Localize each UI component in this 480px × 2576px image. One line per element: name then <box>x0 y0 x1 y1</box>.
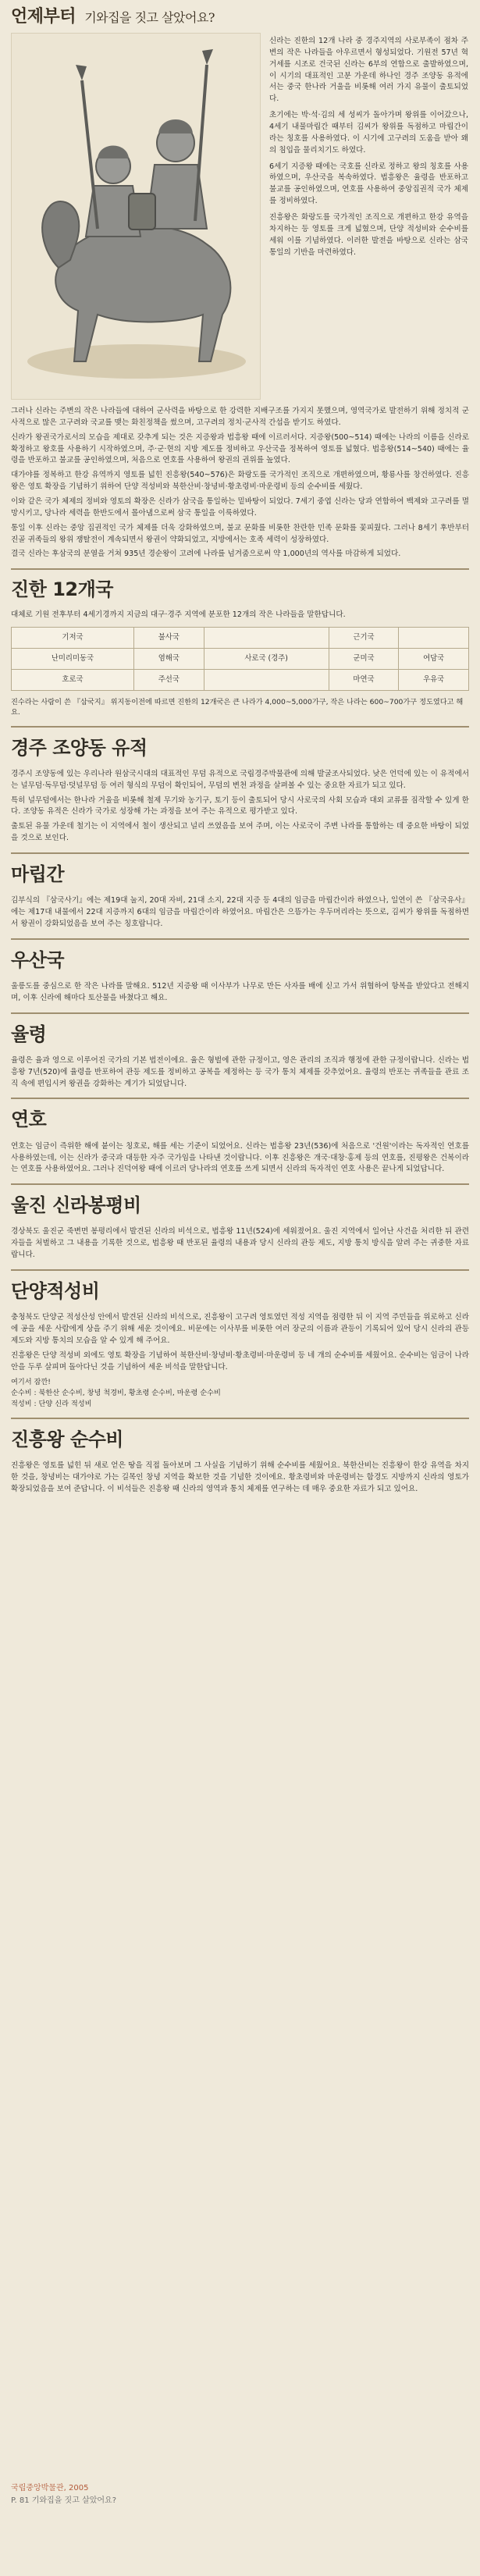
silla-warriors-illustration-icon <box>12 34 260 399</box>
section-heading: 우산국 <box>11 948 65 971</box>
section-heading: 연호 <box>11 1108 47 1131</box>
sources-label: 여기서 잠깐! <box>11 1377 51 1386</box>
sources-box <box>11 1377 469 1411</box>
hero-paragraph: 진흥왕은 화랑도를 국가적인 조직으로 개편하고 한강 유역을 차지하는 등 영토를 크게 넓혔으며, 단양 적성비와 순수비를 세워 이를 기념하였다. 이러한 발전을 바탕으로 신라는 삼국 통일의 기반을 마련하였다. <box>269 213 468 257</box>
section-paragraph: 진흥왕은 단양 적성비 외에도 영토 확장을 기념하여 북한산비·창녕비·황초령비·마운령비 등 네 개의 순수비를 세웠어요. 순수비는 임금이 나라 안을 두루 살피며 돌아다닌 것을 기념하여 세운 비석을 말한답니다. <box>11 1350 469 1372</box>
maripgan-section <box>0 860 480 930</box>
table-cell: 난미리미동국 <box>12 649 134 670</box>
section-paragraph: 경주시 조양동에 있는 우리나라 원삼국시대의 대표적인 무덤 유적으로 국립경주박물관에 의해 발굴조사되었다. 낮은 언덕에 있는 이 유적에서는 널무덤·독무덤·덧널무덤 등 여러 형식의 무덤이 확인되어, 무덤의 변천 과정을 살펴볼 수 있는 중요한 자료가 되고 있다. <box>11 769 469 790</box>
table-cell: 주선국 <box>133 670 204 691</box>
footer <box>11 2482 116 2507</box>
section-heading: 진한 12개국 <box>11 578 113 601</box>
table-cell: 염해국 <box>133 649 204 670</box>
section-paragraph: 연호는 임금이 즉위한 해에 붙이는 칭호로, 해를 세는 기준이 되었어요. 신라는 법흥왕 23년(536)에 처음으로 '건원'이라는 독자적인 연호를 사용하였는데, 이는 신라가 중국과 대등한 자주 국가임을 나타낸 것이랍니다. 이후 진흥왕은 개국·대창·홍제 등의 연호를, 진평왕은 건복이라는 연호를 사용하였어요. 그러나 진덕여왕 때에 이르러 당나라의 연호를 쓰게 되면서 신라의 독자적인 연호 사용은 끝나게 되었답니다. <box>11 1141 469 1174</box>
section-divider <box>11 1418 469 1419</box>
intro-paragraph: 그러나 신라는 주변의 작은 나라들에 대하여 군사력을 바탕으로 한 강력한 지배구조를 가지지 못했으며, 영역국가로 발전하기 위해 정치적 군사적으로 많은 고구려와 국교를 맺는 화친정책을 썼으며, 고구려의 정치·군사적 간섭을 받기도 하였다. <box>11 407 469 427</box>
section-paragraph: 경상북도 울진군 죽변면 봉평리에서 발견된 신라의 비석으로, 법흥왕 11년(524)에 세워졌어요. 울진 지역에서 일어난 사건을 처리한 뒤 관련자들을 처벌하고 그 내용을 기록한 것으로, 법흥왕 때 반포된 율령의 내용과 당시 신라의 관등 제도, 지방 통치 방식을 알려 주는 귀중한 자료랍니다. <box>11 1227 469 1260</box>
section-paragraph: 김부식의 『삼국사기』에는 제19대 눌지, 20대 자비, 21대 소지, 22대 지증 등 4대의 임금을 마립간이라 하였으나, 일연이 쓴 『삼국유사』에는 제17대 내물에서 22대 지증까지 6대의 임금을 마립간이라 하였어요. 마립간은 으뜸가는 우두머리라는 뜻으로, 김씨가 왕위를 독점하면서 왕권이 강화되었음을 보여 주는 칭호랍니다. <box>11 896 469 928</box>
footer-publisher: 국립중앙박물관, 2005 <box>11 2484 89 2492</box>
jinhan-note: 진수라는 사람이 쓴 『삼국지』 위지동이전에 따르면 진한의 12개국은 큰 나라가 4,000~5,000가구, 작은 나라는 600~700가구 정도였다고 해요. <box>11 698 464 717</box>
table-cell <box>204 628 329 649</box>
jinheung-section <box>0 1425 480 1496</box>
intro-paragraph: 이와 같은 국가 체제의 정비와 영토의 확장은 신라가 삼국을 통일하는 밑바탕이 되었다. 7세기 중엽 신라는 당과 연합하여 백제와 고구려를 멸망시키고, 당나라 세력을 한반도에서 몰아냄으로써 삼국 통일을 이룩하였다. <box>11 497 469 518</box>
section-paragraph: 출토된 유물 가운데 철기는 이 지역에서 철이 생산되고 널리 쓰였음을 보여 주며, 이는 사로국이 주변 나라를 통합하는 데 중요한 바탕이 되었을 것으로 보인다. <box>11 822 469 843</box>
intro-body <box>0 406 480 560</box>
section-divider <box>11 568 469 570</box>
uljin-section <box>0 1191 480 1261</box>
table-cell: 불사국 <box>133 628 204 649</box>
source-line: 순수비 : 북한산 순수비, 창녕 척경비, 황초령 순수비, 마운령 순수비 <box>11 1388 221 1397</box>
section-divider <box>11 852 469 854</box>
yeonho-section <box>0 1105 480 1176</box>
hero-paragraph: 6세기 지증왕 때에는 국호를 신라로 정하고 왕의 칭호를 사용하였으며, 우산국을 복속하였다. 법흥왕은 율령을 반포하고 불교를 공인하였으며, 연호를 사용하여 중앙집권적 국가 체제를 정비하였다. <box>269 162 468 206</box>
section-paragraph: 율령은 율과 영으로 이루어진 국가의 기본 법전이에요. 율은 형벌에 관한 규정이고, 영은 관리의 조직과 행정에 관한 규정이랍니다. 신라는 법흥왕 7년(520)에 율령을 반포하여 관등 제도를 정비하고 공복을 제정하는 등 국가 통치 체제를 갖추었어요. 율령의 반포는 귀족들을 관료 조직 속에 편입시켜 왕권을 강화하는 계기가 되었답니다. <box>11 1055 469 1088</box>
hero-section <box>0 0 480 406</box>
section-heading: 진흥왕 순수비 <box>11 1429 123 1451</box>
table-cell <box>399 628 469 649</box>
joyang-section <box>0 734 480 845</box>
section-divider <box>11 938 469 940</box>
section-heading: 경주 조양동 유적 <box>11 736 148 759</box>
section-intro: 대체로 기원 전후부터 4세기경까지 지금의 대구·경주 지역에 분포한 12개의 작은 나라들을 말한답니다. <box>11 610 346 620</box>
section-paragraph: 특히 널무덤에서는 한나라 거울을 비롯해 철제 무기와 농기구, 토기 등이 출토되어 당시 사로국의 사회 모습과 대외 교류를 짐작할 수 있게 한다. 조양동 유적은 신라가 국가로 성장해 가는 과정을 보여 주는 유적으로 평가받고 있다. <box>11 795 469 817</box>
intro-paragraph: 통일 이후 신라는 중앙 집권적인 국가 체제를 더욱 강화하였으며, 불교 문화를 비롯한 찬란한 민족 문화를 꽃피웠다. 그러나 8세기 후반부터 진골 귀족들의 왕위 쟁탈전이 계속되면서 왕권이 약화되었고, 지방에서는 호족 세력이 성장하였다. <box>11 523 469 544</box>
section-paragraph: 울릉도를 중심으로 한 작은 나라를 말해요. 512년 지증왕 때 이사부가 나무로 만든 사자를 배에 싣고 가서 위협하여 항복을 받았다고 전해지며, 이후 신라에 해마다 토산물을 바쳤다고 해요. <box>11 982 469 1002</box>
hero-paragraph: 신라는 진한의 12개 나라 중 경주지역의 사로부족이 점차 주변의 작은 나라들을 아우르면서 형성되었다. 기원전 57년 혁거세를 시조로 건국된 신라는 6부의 연합으로 출발하였으며, 이 시기의 대표적인 고분 가운데 하나인 경주 조양동 유적에서는 중국 한나라 거울을 비롯해 여러 가지 유물이 출토되었다. <box>269 37 468 104</box>
source-line: 적성비 : 단양 신라 적성비 <box>11 1400 92 1408</box>
table-cell: 군미국 <box>329 649 399 670</box>
intro-paragraph: 결국 신라는 후삼국의 분열을 거쳐 935년 경순왕이 고려에 나라를 넘겨줌으로써 약 1,000년의 역사를 마감하게 되었다. <box>11 550 401 559</box>
footer-page: P. 81 기와집을 짓고 살았어요? <box>11 2496 116 2505</box>
hero-paragraph: 초기에는 박·석·김의 세 성씨가 돌아가며 왕위를 이어갔으나, 4세기 내물마립간 때부터 김씨가 왕위를 독점하고 마립간이라는 칭호를 사용하였다. 이 시기에 고구려의 도움을 받아 왜의 침입을 물리치기도 하였다. <box>269 111 468 155</box>
section-heading: 마립간 <box>11 863 65 886</box>
usanguk-section <box>0 946 480 1005</box>
section-heading: 단양적성비 <box>11 1280 100 1303</box>
table-row <box>12 649 469 670</box>
table-cell: 근기국 <box>329 628 399 649</box>
yulryeong-section <box>0 1020 480 1091</box>
section-paragraph: 충청북도 단양군 적성산성 안에서 발견된 신라의 비석으로, 진흥왕이 고구려 영토였던 적성 지역을 점령한 뒤 이 지역 주민들을 위로하고 신라에 공을 세운 사람에게 상을 주기 위해 세운 것이에요. 비문에는 이사부를 비롯한 여러 장군의 이름과 관등이 기록되어 있어 당시 신라의 관등 제도와 지방 통치의 모습을 알 수 있게 해 주어요. <box>11 1313 469 1345</box>
page-title-main: 언제부터 <box>11 6 76 27</box>
section-divider <box>11 1183 469 1185</box>
hero-illustration <box>11 33 261 400</box>
table-row <box>12 628 469 649</box>
table-cell <box>204 670 329 691</box>
table-cell: 우유국 <box>399 670 469 691</box>
section-divider <box>11 1269 469 1271</box>
section-heading: 울진 신라봉평비 <box>11 1194 141 1217</box>
table-cell: 사로국 (경주) <box>204 649 329 670</box>
section-heading: 율령 <box>11 1023 47 1045</box>
table-cell: 호로국 <box>12 670 134 691</box>
page-title <box>11 5 469 30</box>
table-cell: 여담국 <box>399 649 469 670</box>
section-divider <box>11 1098 469 1099</box>
intro-paragraph: 신라가 왕권국가로서의 모습을 제대로 갖추게 되는 것은 지증왕과 법흥왕 때에 이르러서다. 지증왕(500~514) 때에는 나라의 이름을 신라로 확정하고 왕호를 사용하기 시작하였으며, 주·군·현의 지방 제도를 정비하고 우산국을 정복하여 영토를 넓혔다. 법흥왕(514~540) 때에는 율령을 반포하고 불교를 공인하였으며, 처음으로 연호를 사용하여 왕권의 권위를 높였다. <box>11 432 469 465</box>
page-title-sub: 기와집을 짓고 살았어요? <box>84 10 215 25</box>
table-cell: 마연국 <box>329 670 399 691</box>
section-divider <box>11 1012 469 1014</box>
table-row <box>12 670 469 691</box>
jinhan-section <box>0 576 480 717</box>
table-cell: 기저국 <box>12 628 134 649</box>
intro-paragraph: 대가야를 정복하고 한강 유역까지 영토를 넓힌 진흥왕(540~576)은 화랑도를 국가적인 조직으로 개편하였으며, 황룡사를 창건하였다. 진흥왕은 영토 확장을 기념하기 위하여 단양 적성비와 북한산비·창녕비·황초령비·마운령비 등의 순수비를 세웠다. <box>11 471 469 492</box>
hero-text <box>269 36 468 263</box>
jinhan-states-table <box>11 627 469 691</box>
section-paragraph: 진흥왕은 영토를 넓힌 뒤 새로 얻은 땅을 직접 돌아보며 그 사실을 기념하기 위해 순수비를 세웠어요. 북한산비는 진흥왕이 한강 유역을 차지한 것을, 창녕비는 대가야로 가는 길목인 창녕 지역을 확보한 것을 기념한 것이에요. 황초령비와 마운령비는 함경도 지방까지 신라의 영토가 확장되었음을 보여 준답니다. 이 비석들은 진흥왕 때 신라의 영역과 통치 체제를 연구하는 데 매우 중요한 자료가 되고 있어요. <box>11 1461 469 1494</box>
danyang-section <box>0 1277 480 1410</box>
section-divider <box>11 726 469 728</box>
